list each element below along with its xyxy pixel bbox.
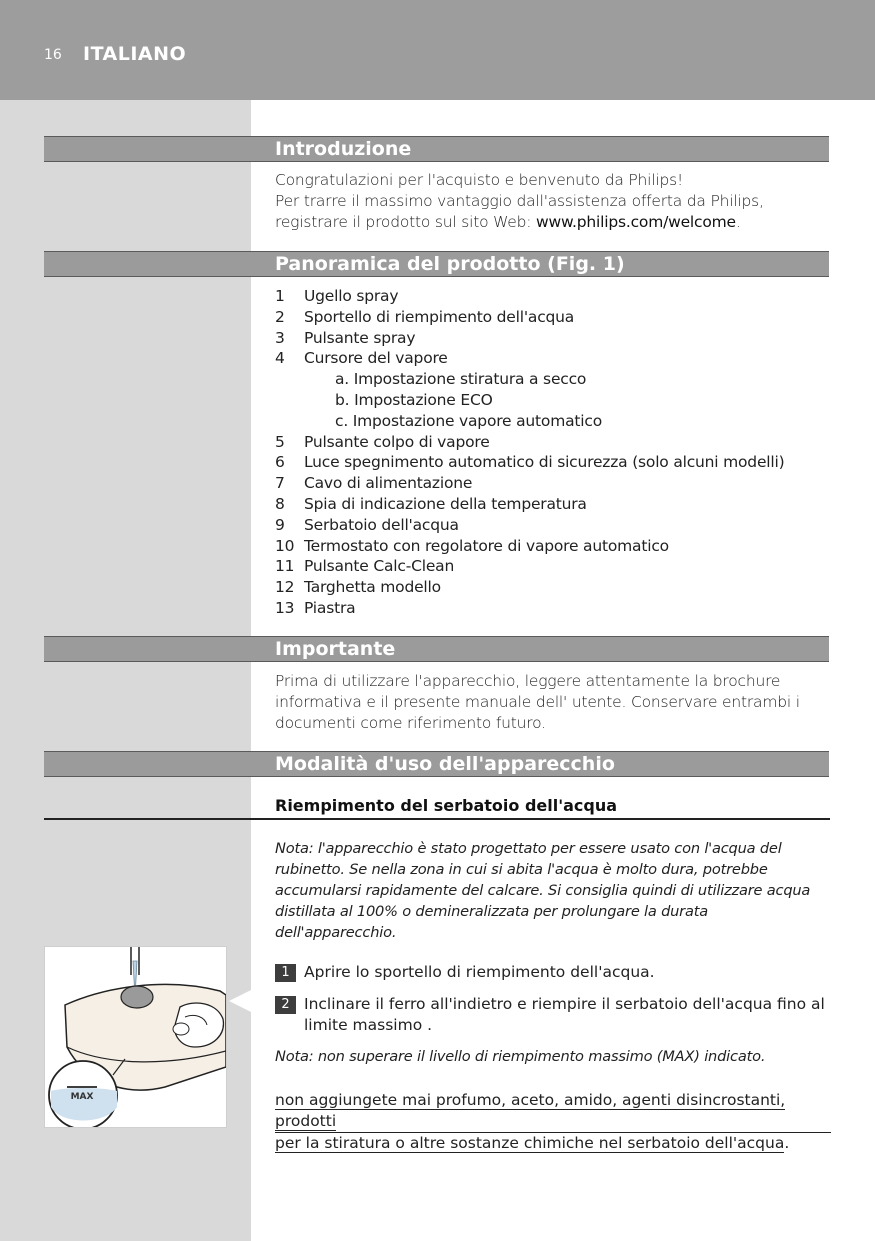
thumb — [173, 1023, 189, 1035]
warning-line2: per la stiratura o altre sostanze chimiche nel serbatoio dell'acqua — [275, 1134, 785, 1152]
step-1 — [275, 962, 831, 983]
subheading-rule — [44, 818, 830, 820]
list-item — [275, 452, 830, 473]
list-item — [275, 577, 830, 598]
section-title-intro: Introduzione — [275, 138, 412, 160]
list-item-number: 5 — [275, 432, 285, 451]
step-number-badge: 1 — [275, 964, 296, 982]
list-subitem-label: c. Impostazione vapore automatico — [335, 411, 602, 430]
intro-line2-end: . — [735, 213, 741, 231]
list-item-number: 13 — [275, 598, 295, 617]
list-item-label: Cavo di alimentazione — [304, 474, 473, 493]
max-label: MAX — [70, 1092, 94, 1102]
list-subitem — [275, 411, 830, 432]
list-item — [275, 536, 830, 557]
note-water: Nota: l'apparecchio è stato progettato per essere usato con l'acqua del rubinetto. Se nella zona in cui si abita l'acqua è molto dura, potrebbe accumularsi rapidamente del calcare. Si consiglia quindi di utilizzare acqua distillata al 100% o demineralizzata per prolungare la durata dell'apparecchio. — [275, 840, 811, 941]
list-item-label: Ugello spray — [304, 287, 399, 305]
section-bar-intro — [44, 136, 829, 162]
list-item-number: 6 — [275, 453, 285, 472]
list-item-number: 3 — [275, 328, 285, 347]
list-item-number: 12 — [275, 578, 295, 597]
list-subitem-label: b. Impostazione ECO — [335, 390, 493, 409]
step-text: Inclinare il ferro all'indietro e riempire il serbatoio dell'acqua fino al limite massimo . — [304, 995, 825, 1034]
figure-pointer — [229, 990, 251, 1012]
list-item-label: Spia di indicazione della temperatura — [304, 494, 587, 513]
fill-tank-illustration — [44, 946, 227, 1128]
intro-text — [275, 170, 830, 233]
list-item — [275, 473, 830, 494]
section-bar-important — [44, 636, 829, 662]
list-item — [275, 494, 830, 515]
warning-end: . — [784, 1134, 790, 1152]
list-item — [275, 598, 830, 619]
intro-line2 — [275, 191, 830, 233]
list-item-label: Pulsante spray — [304, 328, 416, 347]
list-item — [275, 556, 830, 577]
list-subitem-label: a. Impostazione stiratura a secco — [335, 370, 587, 389]
list-item-label: Piastra — [304, 598, 356, 617]
list-item-number: 1 — [275, 287, 285, 305]
list-item-label: Serbatoio dell'acqua — [304, 515, 459, 534]
subheading-fill-tank: Riempimento del serbatoio dell'acqua — [275, 796, 618, 815]
list-item-label: Cursore del vapore — [304, 349, 448, 368]
step-number-badge: 2 — [275, 996, 296, 1014]
philips-url-link[interactable]: www.philips.com/welcome — [536, 213, 736, 231]
list-item — [275, 515, 830, 536]
list-item-label: Pulsante colpo di vapore — [304, 432, 490, 451]
list-item-number: 4 — [275, 349, 285, 368]
step-text: Aprire lo sportello di riempimento dell'acqua. — [304, 963, 655, 981]
iron-fill-drawing — [45, 947, 226, 1127]
list-item-label: Targhetta modello — [304, 578, 441, 597]
note-max-level: Nota: non superare il livello di riempimento massimo (MAX) indicato. — [275, 1048, 766, 1065]
step-2 — [275, 994, 831, 1036]
list-item-number: 7 — [275, 474, 285, 493]
intro-line2-text: Per trarre il massimo vantaggio dall'assistenza offerta da Philips, registrare il prodotto sul sito Web: — [275, 192, 764, 231]
warning-chemicals — [275, 1090, 831, 1154]
list-item — [275, 286, 830, 307]
language-title: ITALIANO — [83, 43, 187, 65]
list-item — [275, 307, 830, 328]
list-item-label: Pulsante Calc-Clean — [304, 557, 455, 576]
list-item-number: 2 — [275, 307, 285, 326]
intro-line1: Congratulazioni per l'acquisto e benvenuto da Philips! — [275, 171, 683, 189]
list-item-number: 11 — [275, 557, 295, 576]
list-item-number: 8 — [275, 494, 285, 513]
fill-door — [121, 986, 153, 1008]
list-item-number: 9 — [275, 515, 285, 534]
warning-line1: non aggiungete mai profumo, aceto, amido, agenti disincrostanti, prodotti — [275, 1091, 786, 1130]
parts-list — [275, 286, 830, 619]
list-subitem — [275, 390, 830, 411]
list-item-label: Sportello di riempimento dell'acqua — [304, 307, 575, 326]
list-item — [275, 432, 830, 453]
list-item-number: 10 — [275, 536, 295, 555]
section-title-usage: Modalità d'uso dell'apparecchio — [275, 753, 615, 775]
list-subitem — [275, 369, 830, 390]
list-item-label: Luce spegnimento automatico di sicurezza (solo alcuni modelli) — [304, 453, 785, 472]
section-title-overview: Panoramica del prodotto (Fig. 1) — [275, 253, 625, 275]
section-title-important: Importante — [275, 638, 396, 660]
page-number: 16 — [44, 47, 62, 63]
list-item — [275, 348, 830, 369]
list-item — [275, 328, 830, 349]
list-item-label: Termostato con regolatore di vapore automatico — [304, 536, 669, 555]
important-text: Prima di utilizzare l'apparecchio, leggere attentamente la brochure informativa e il presente manuale dell' utente. Conservare entrambi i documenti come riferimento futuro. — [275, 672, 800, 732]
